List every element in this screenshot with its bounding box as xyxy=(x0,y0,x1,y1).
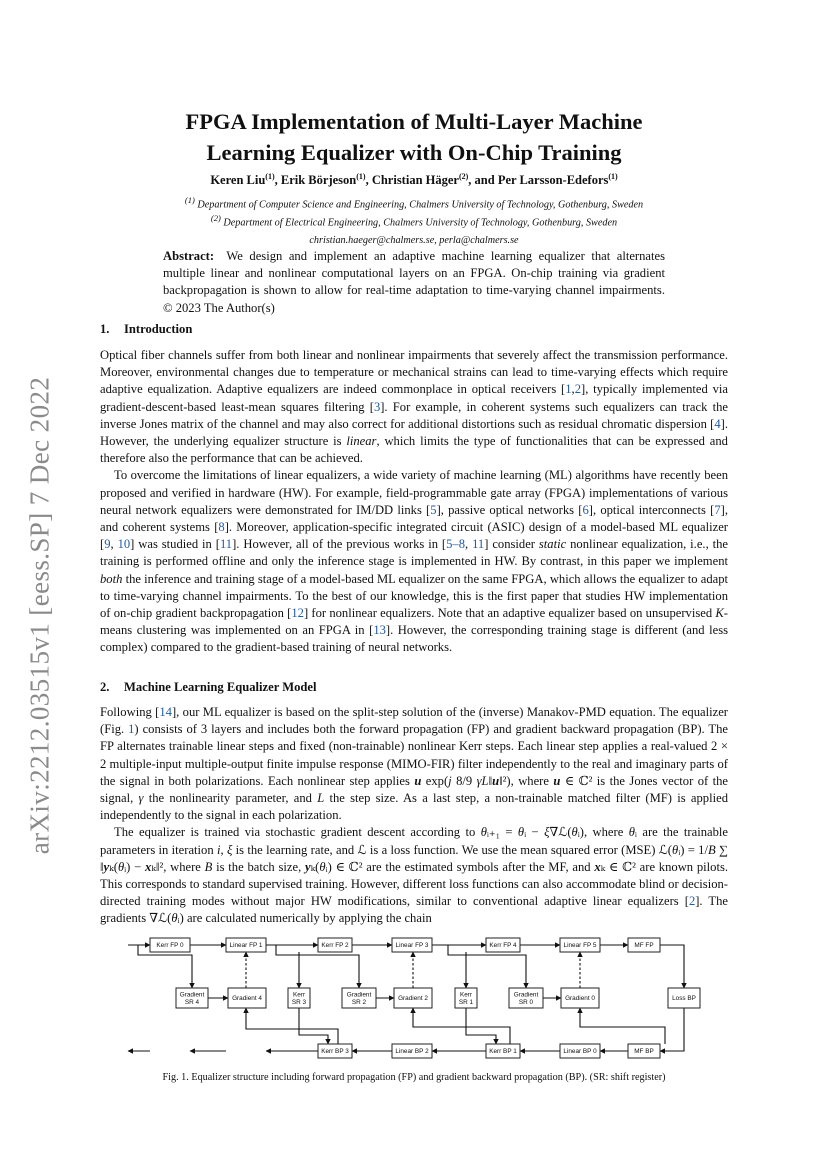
italic-term: K xyxy=(715,606,724,621)
block-linear-fp5 xyxy=(560,938,600,952)
block-label: Kerr BP 3 xyxy=(321,1048,349,1056)
citation-link[interactable]: 4 xyxy=(714,416,721,431)
block-kerr-sr1 xyxy=(455,988,477,1008)
intro-paragraph-2: To overcome the limitations of linear equalizers, a wide variety of machine learning (ML) algorithms have recently been proposed and verified in hardware (HW). For example, field-programmable gate array (FPGA) implementations of various neural network equalizers were demonstrated for IM/DD links [5], passive optical networks [6], optical interconnects [7], and coherent systems [8]. Moreover, application-specific integrated circuit (ASIC) design of a model-based ML equalizer [9, 10] was studied in [11]. However, all of the previous works in [5–8, 11] consider static nonlinear equalization, i.e., the training is performed offline and only the inference stage is implemented in HW. By contrast, in this paper we implement both the inference and training stage of a model-based ML equalizer on the same FPGA, which allows the equalizer to adapt to time-varying channel impairments. To the best of our knowledge, this is the first paper that studies HW implementation of on-chip gradient backpropagation [12] for nonlinear equalizers. Note that an adaptive equalizer based on unsupervised K-means clustering was implemented on an FPGA in [13]. However, the corresponding training stage is different (and less complex) compared to the gradient-based training of neural networks. xyxy=(100,468,729,655)
citation-link[interactable]: 10 xyxy=(117,537,131,552)
block-label: Linear FP 3 xyxy=(395,942,429,950)
block-gradient4 xyxy=(228,988,266,1008)
vector-symbol: y xyxy=(305,859,311,874)
italic-term: γL xyxy=(476,773,489,788)
block-label: Kerr xyxy=(292,991,306,999)
section-heading-introduction: 1. Introduction xyxy=(100,322,193,336)
block-grad-sr2 xyxy=(342,988,376,1008)
italic-term: ξ xyxy=(226,842,233,857)
block-label: Kerr FP 4 xyxy=(489,942,517,950)
citation-link[interactable]: 1 xyxy=(128,722,135,737)
figure-caption: Fig. 1. Equalizer structure including forward propagation (FP) and gradient backward propagation (BP). (SR: shift register) xyxy=(162,1072,666,1083)
block-kerr-sr3 xyxy=(288,988,310,1008)
citation-link[interactable]: 11 xyxy=(219,537,233,552)
block-gradient2 xyxy=(394,988,432,1008)
citation-link[interactable]: 6 xyxy=(582,502,589,517)
citation-link[interactable]: 8 xyxy=(218,520,225,535)
block-label: Linear FP 1 xyxy=(229,942,263,950)
author-list: Keren Liu$^{(1)}$, Erik Börjeson$^{(1)}$, Christian Häger$^{(2)}$, and Per Larsson-Edefors$^{(1)}$ xyxy=(210,172,618,188)
italic-term: θ xyxy=(672,842,679,857)
author-affiliation-mark: (2) xyxy=(458,172,469,181)
model-paragraph-2: The equalizer is trained via stochastic gradient descent according to θᵢ₊₁ = θᵢ − ξ∇ℒ(θᵢ), where θᵢ are the trainable parameters in iteration i, ξ is the learning rate, and ℒ is a loss function. We use the mean squared error (MSE) ℒ(θᵢ) = 1/B ∑ ‖yₖ(θᵢ) − xₖ‖², where B is the batch size, yₖ(θᵢ) ∈ ℂ² are the estimated symbols after the MF, and xₖ ∈ ℂ² are known pilots. This corresponds to standard supervised training. However, different loss functions can also accommodate blind or decision-directed training modes without major HW modifications, similar to conventional adaptive linear equalizers [2]. The gradients ∇ℒ(θᵢ) are calculated numerically by applying the chain xyxy=(100,825,728,926)
block-label: Gradient 0 xyxy=(565,995,595,1003)
italic-term: θ xyxy=(517,825,525,840)
italic-term: B xyxy=(204,859,213,874)
block-linear-bp2 xyxy=(392,1044,432,1058)
italic-term: both xyxy=(100,571,123,586)
italic-term: i xyxy=(216,842,221,857)
block-kerr-fp0 xyxy=(150,938,190,952)
italic-term: linear xyxy=(346,434,377,449)
block-label: Loss BP xyxy=(672,995,696,1003)
intro-paragraph-1: Optical fiber channels suffer from both linear and nonlinear impairments that severely affect the transmission performance. Moreover, environmental changes due to temperature or mechanical strains can lead to time-varying effects which require adaptive equalization. Adaptive equalizers are indeed commonplace in optical receivers [1,2], typically implemented via gradient-descent-based least-mean squares filtering [3]. For example, in coherent systems such equalizers can track the inverse Jones matrix of the channel and may also correct for additional distortions such as residual chromatic dispersion [4]. However, the underlying equalizer structure is linear, which limits the type of functionalities that can be expressed and therefore also the performance that can be achieved. xyxy=(100,348,728,466)
citation-link[interactable]: 12 xyxy=(291,606,304,621)
block-label: Kerr BP 1 xyxy=(489,1048,517,1056)
block-label: SR 2 xyxy=(351,998,367,1006)
block-kerr-fp4 xyxy=(486,938,520,952)
abstract xyxy=(163,248,665,317)
author-affiliation-mark: (1) xyxy=(608,172,618,181)
italic-term: θ xyxy=(319,859,326,874)
block-label: Kerr FP 0 xyxy=(156,942,184,950)
arxiv-stamp: arXiv:2212.03515v1 [eess.SP] 7 Dec 2022 xyxy=(24,376,55,854)
citation-link[interactable]: 5 xyxy=(430,502,437,517)
block-linear-fp3 xyxy=(392,938,432,952)
citation-link[interactable]: 1 xyxy=(565,382,572,397)
citation-link[interactable]: 14 xyxy=(159,705,172,719)
block-label: Gradient xyxy=(513,991,539,999)
block-label: SR 0 xyxy=(518,998,534,1006)
italic-term: L xyxy=(317,791,325,806)
block-kerr-fp2 xyxy=(318,938,352,952)
block-label: SR 1 xyxy=(458,998,474,1006)
author-name: Per Larsson-Edefors xyxy=(497,173,609,188)
affiliations xyxy=(100,194,728,247)
block-label: MF FP xyxy=(634,942,654,950)
model-body xyxy=(100,704,728,928)
model-paragraph-1: Following [14], our ML equalizer is based on the split-step solution of the (inverse) Manakov-PMD equation. The equalizer (Fig. 1) consists of 3 layers and includes both the forward propagation (FP) and gradient backward propagation (BP). The FP alternates trainable linear steps and fixed (non-trainable) nonlinear Kerr steps. Each linear step applies a real-valued 2 × 2 multiple-input multiple-output finite impulse response (MIMO-FIR) filter independently to the real and imaginary parts of the signal in both polarizations. Each nonlinear step applies u exp(j 8/9 γL‖u‖²), where u ∈ ℂ² is the Jones vector of the signal, γ the nonlinearity parameter, and L the step size. As a last step, a non-trainable matched filter (MF) is applied independently to the signal in each polarization. xyxy=(100,705,729,823)
author-name: Christian Häger xyxy=(371,173,459,188)
italic-term: θ xyxy=(628,825,635,840)
citation-link[interactable]: 13 xyxy=(373,623,386,638)
affiliation-2: $^{(2)}$ Department of Electrical Engineering, Chalmers University of Technology, Gothenburg, Sweden xyxy=(210,212,618,229)
block-label: Linear FP 5 xyxy=(563,942,597,950)
author-emails: christian.haeger@chalmers.se, perla@chalmers.se xyxy=(309,234,519,246)
equalizer-diagram xyxy=(100,935,728,1067)
vector-symbol: x xyxy=(145,859,152,874)
block-label: Kerr FP 2 xyxy=(321,942,349,950)
italic-term: j xyxy=(448,773,452,788)
italic-term: γ xyxy=(138,791,144,806)
vector-symbol: u xyxy=(414,773,422,788)
author-name: Erik Börjeson xyxy=(280,173,357,188)
paper-title xyxy=(100,106,728,168)
block-label: Linear BP 2 xyxy=(395,1048,429,1056)
block-label: Linear BP 0 xyxy=(563,1048,597,1056)
italic-term: static xyxy=(538,537,567,552)
citation-link[interactable]: 2 xyxy=(688,894,696,909)
block-gradient0 xyxy=(561,988,599,1008)
citation-link[interactable]: 9 xyxy=(104,537,111,552)
block-mf-bp xyxy=(628,1044,660,1058)
vector-symbol: x xyxy=(594,859,601,874)
vector-symbol: u xyxy=(553,773,561,788)
italic-term: θ xyxy=(117,859,125,874)
citation-link[interactable]: 11 xyxy=(472,537,485,552)
block-kerr-bp1 xyxy=(486,1044,520,1058)
block-label: Gradient xyxy=(346,991,372,999)
italic-term: θ xyxy=(480,825,487,840)
block-label: Gradient 2 xyxy=(398,995,428,1003)
vector-symbol: u xyxy=(492,773,500,788)
block-label: Gradient xyxy=(179,991,205,999)
vector-symbol: y xyxy=(103,859,110,874)
citation-link[interactable]: 5–8 xyxy=(446,537,466,552)
citation-link[interactable]: 3 xyxy=(373,399,381,414)
author-affiliation-mark: (1) xyxy=(356,172,366,181)
block-label: SR 4 xyxy=(184,998,200,1006)
introduction-body xyxy=(100,347,728,657)
abstract-text: We design and implement an adaptive machine learning equalizer that alternates multiple linear and nonlinear computational layers on an FPGA. On-chip training via gradient backpropagation is shown to allow for real-time adaptation to time-varying channel impairments. xyxy=(163,249,665,298)
block-label: Gradient 4 xyxy=(232,995,262,1003)
section-heading-model: 2. Machine Learning Equalizer Model xyxy=(100,680,317,694)
block-label: MF BP xyxy=(634,1048,654,1056)
citation-link[interactable]: 2 xyxy=(574,382,581,397)
block-mf-fp xyxy=(628,938,660,952)
title-line-1: FPGA Implementation of Multi-Layer Machine xyxy=(185,109,643,134)
block-grad-sr0 xyxy=(509,988,543,1008)
author-affiliation-mark: (1) xyxy=(265,172,275,181)
block-kerr-bp3 xyxy=(318,1044,352,1058)
block-linear-bp0 xyxy=(560,1044,600,1058)
block-loss-bp xyxy=(668,988,700,1008)
block-linear-fp1 xyxy=(226,938,266,952)
abstract-label: Abstract: xyxy=(163,249,215,263)
author-name: Keren Liu xyxy=(210,173,266,188)
block-label: SR 3 xyxy=(291,998,307,1006)
title-line-2: Learning Equalizer with On-Chip Training xyxy=(206,140,622,165)
affiliation-1: $^{(1)}$ Department of Computer Science and Engineering, Chalmers University of Technology, Gothenburg, Sweden xyxy=(184,195,644,211)
citation-link[interactable]: 7 xyxy=(714,502,721,517)
italic-term: B xyxy=(707,842,716,857)
copyright: © 2023 The Author(s) xyxy=(163,300,275,315)
italic-term: θ xyxy=(571,825,578,840)
italic-term: θ xyxy=(171,911,178,926)
italic-term: ξ xyxy=(544,825,550,840)
block-grad-sr4 xyxy=(176,988,208,1008)
block-label: Kerr xyxy=(459,991,473,999)
